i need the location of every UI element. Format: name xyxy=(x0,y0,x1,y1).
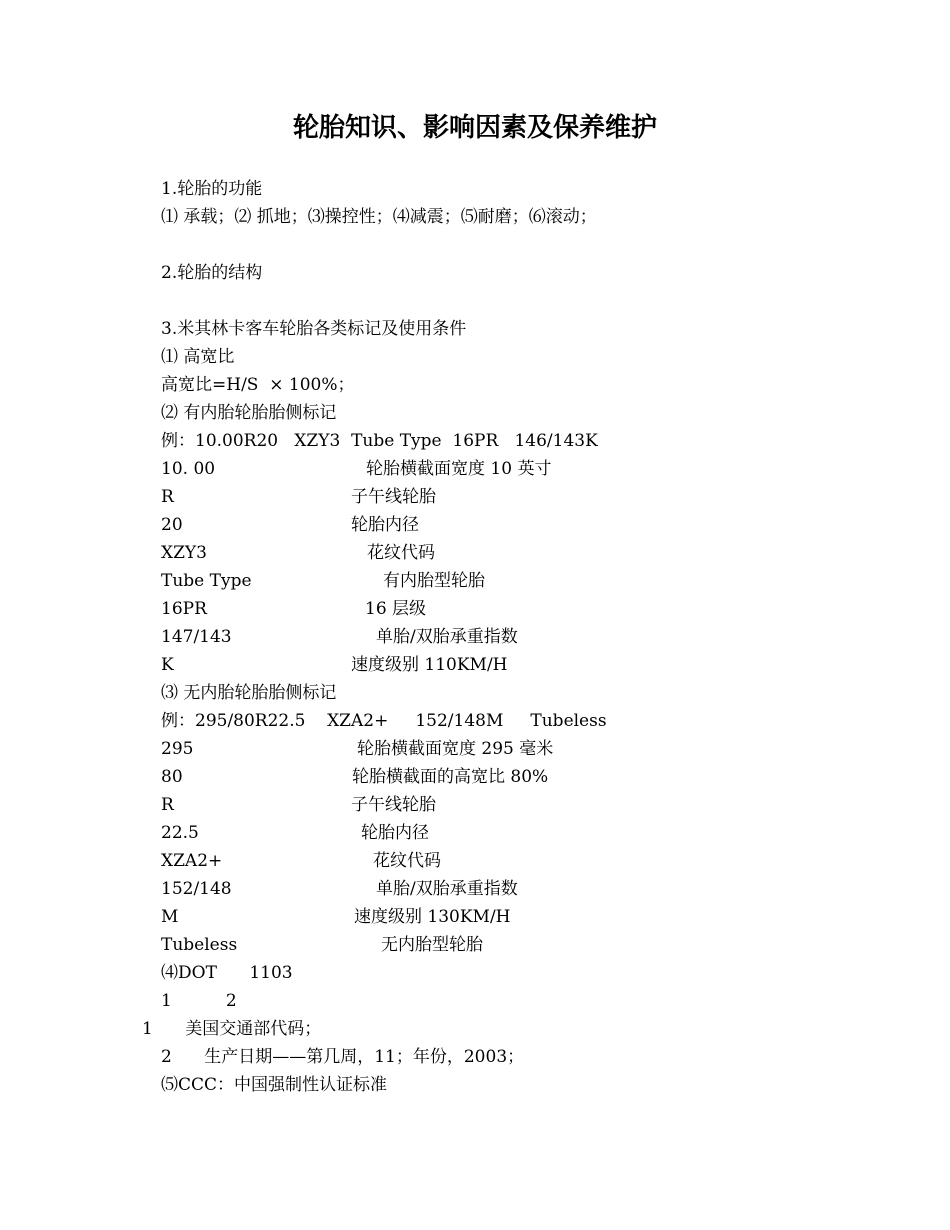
tubeless-title: ⑶ 无内胎轮胎胎侧标记 xyxy=(161,683,337,703)
row-key: K xyxy=(161,655,174,675)
row-value: 有内胎型轮胎 xyxy=(383,571,485,591)
tubeless-example: 例：295/80R22.5 XZA2+ 152/148M Tubeless xyxy=(161,711,607,731)
row-value: 轮胎内径 xyxy=(361,823,429,843)
tube-type-title: ⑵ 有内胎轮胎胎侧标记 xyxy=(161,403,337,423)
section-3-heading: 3.米其林卡客车轮胎各类标记及使用条件 xyxy=(161,319,467,339)
row-key: R xyxy=(161,487,174,507)
row-value: 子午线轮胎 xyxy=(351,795,436,815)
row-value: 轮胎内径 xyxy=(351,515,419,535)
row-key: 16PR xyxy=(161,599,207,619)
row-key: XZA2+ xyxy=(161,851,223,871)
row-key: 80 xyxy=(161,767,183,787)
tubeless-row xyxy=(161,735,861,763)
tube-type-row xyxy=(161,623,861,651)
dot-note-1: 1 美国交通部代码； xyxy=(142,1019,322,1039)
row-value: 速度级别 110KM/H xyxy=(351,655,508,675)
row-value: 花纹代码 xyxy=(373,851,441,871)
row-key: 22.5 xyxy=(161,823,199,843)
row-key: 20 xyxy=(161,515,183,535)
tube-type-row xyxy=(161,455,861,483)
tube-type-row xyxy=(161,483,861,511)
row-key: Tube Type xyxy=(161,571,252,591)
row-value: 子午线轮胎 xyxy=(351,487,436,507)
section-1-heading: 1.轮胎的功能 xyxy=(161,179,263,199)
row-value: 轮胎横截面宽度 10 英寸 xyxy=(366,459,552,479)
tube-type-row xyxy=(161,651,861,679)
row-key: 295 xyxy=(161,739,194,759)
tubeless-row xyxy=(161,903,861,931)
tubeless-row xyxy=(161,847,861,875)
row-key: 147/143 xyxy=(161,627,232,647)
section-1-items: ⑴ 承载；⑵ 抓地；⑶操控性；⑷减震；⑸耐磨；⑹滚动； xyxy=(161,207,597,227)
tubeless-row xyxy=(161,931,861,959)
row-key: XZY3 xyxy=(161,543,207,563)
dot-title: ⑷DOT 1103 xyxy=(161,963,293,983)
tubeless-row xyxy=(161,875,861,903)
tube-type-example: 例：10.00R20 XZY3 Tube Type 16PR 146/143K xyxy=(161,431,598,451)
row-key: 152/148 xyxy=(161,879,232,899)
row-value: 16 层级 xyxy=(365,599,427,619)
tube-type-row xyxy=(161,511,861,539)
tubeless-row xyxy=(161,791,861,819)
row-value: 轮胎横截面的高宽比 80% xyxy=(352,767,549,787)
row-key: Tubeless xyxy=(161,935,238,955)
section-2-heading: 2.轮胎的结构 xyxy=(161,263,263,283)
dot-index: 1 2 xyxy=(161,991,237,1011)
document-title: 轮胎知识、影响因素及保养维护 xyxy=(292,113,657,143)
row-value: 单胎/双胎承重指数 xyxy=(376,879,518,899)
row-value: 轮胎横截面宽度 295 毫米 xyxy=(357,739,554,759)
tubeless-row xyxy=(161,763,861,791)
tube-type-row xyxy=(161,539,861,567)
ccc-title: ⑸CCC：中国强制性认证标准 xyxy=(161,1075,388,1095)
tubeless-row xyxy=(161,819,861,847)
dot-note-2: 2 生产日期——第几周，11；年份，2003； xyxy=(161,1047,525,1067)
row-value: 速度级别 130KM/H xyxy=(354,907,511,927)
row-key: R xyxy=(161,795,174,815)
row-value: 花纹代码 xyxy=(367,543,435,563)
tube-type-row xyxy=(161,567,861,595)
aspect-ratio-formula: 高宽比=H/S × 100%； xyxy=(161,375,355,395)
row-key: M xyxy=(161,907,179,927)
row-value: 无内胎型轮胎 xyxy=(381,935,483,955)
row-key: 10. 00 xyxy=(161,459,216,479)
aspect-ratio-title: ⑴ 高宽比 xyxy=(161,347,235,367)
tube-type-row xyxy=(161,595,861,623)
row-value: 单胎/双胎承重指数 xyxy=(376,627,518,647)
